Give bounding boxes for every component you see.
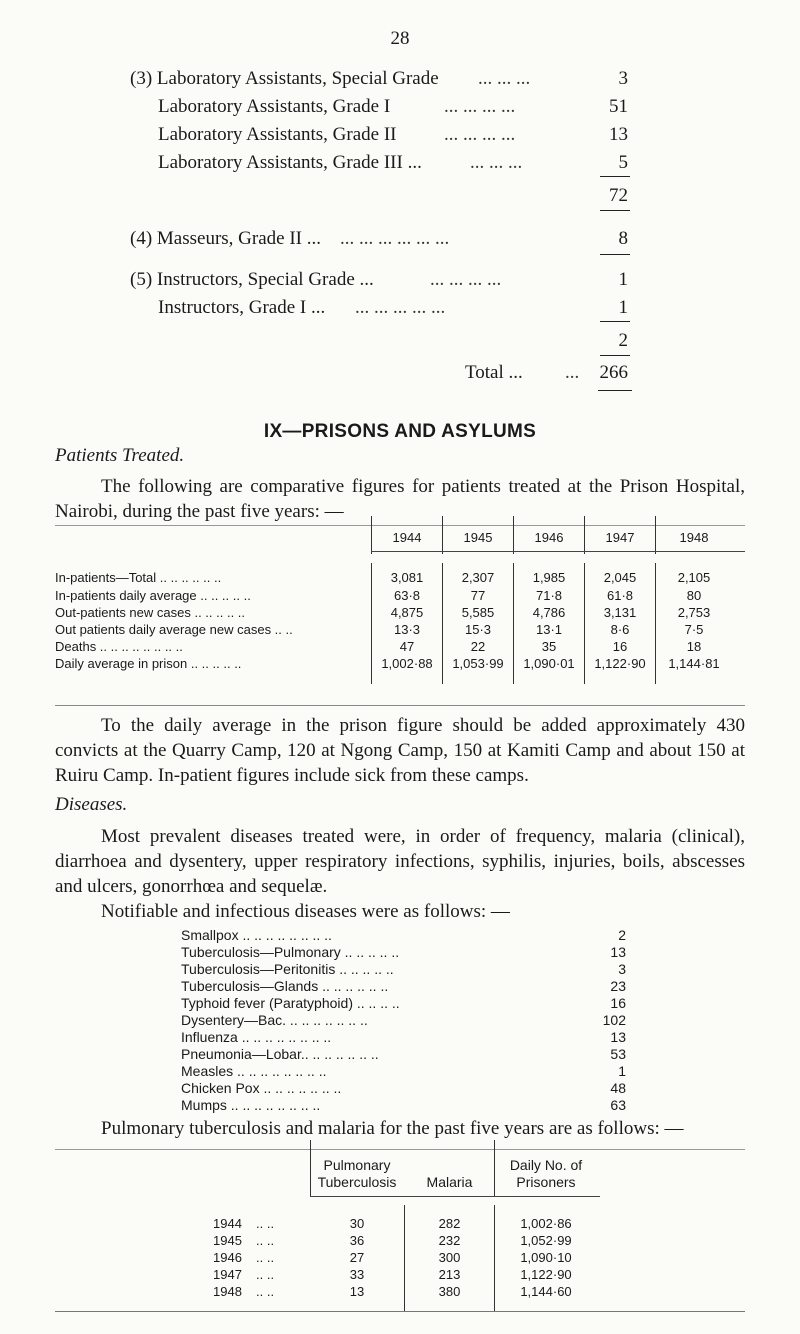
- staff-value: 1: [618, 269, 628, 290]
- table2-year: 1946: [213, 1250, 242, 1265]
- table-top-rule: [55, 525, 745, 526]
- table-cell: 15·3: [464, 622, 492, 637]
- disease-label: Smallpox .. .. .. .. .. .. .. ..: [181, 927, 332, 943]
- staff-label: Laboratory Assistants, Grade I: [158, 96, 391, 117]
- table2-cell: 33: [349, 1267, 365, 1282]
- table2-cell: 282: [438, 1216, 461, 1231]
- subtotal-rule: [600, 321, 630, 322]
- staff-label: (4) Masseurs, Grade II ...: [130, 228, 321, 249]
- table2-cell: 232: [438, 1233, 461, 1248]
- table-cell: 3,081: [390, 570, 424, 585]
- total-value: 266: [599, 362, 628, 383]
- table-cell: 13·3: [393, 622, 421, 637]
- disease-label: Mumps .. .. .. .. .. .. .. ..: [181, 1097, 321, 1113]
- disease-label: Measles .. .. .. .. .. .. .. ..: [181, 1063, 327, 1079]
- table-bottom-rule: [55, 705, 745, 706]
- group3-total: 72: [609, 185, 628, 206]
- disease-count: 3: [618, 961, 626, 977]
- pt-malaria-intro: Pulmonary tuberculosis and malaria for the past five years are as follows: —: [101, 1118, 684, 1139]
- staff-label: Laboratory Assistants, Grade III ...: [158, 152, 422, 173]
- staff-label: (3) Laboratory Assistants, Special Grade: [130, 68, 439, 89]
- disease-label: Tuberculosis—Peritonitis .. .. .. .. ..: [181, 961, 394, 977]
- table2-cell: 380: [438, 1284, 461, 1299]
- table-cell: 80: [686, 588, 702, 603]
- table-row-label: In-patients daily average .. .. .. .. ..: [55, 588, 251, 603]
- table-cell: 8·6: [610, 622, 630, 637]
- table-top-rule: [55, 1149, 745, 1150]
- total-rule: [598, 390, 632, 391]
- year-header: 1948: [679, 530, 709, 545]
- table-cell: 1,144·81: [668, 656, 720, 671]
- table2-cell: 1,122·90: [520, 1267, 572, 1282]
- diseases-heading: Diseases.: [55, 794, 128, 815]
- disease-label: Dysentery—Bac. .. .. .. .. .. .. ..: [181, 1012, 368, 1028]
- table-cell: 2,045: [603, 570, 637, 585]
- col-header: Prisoners: [516, 1174, 576, 1190]
- table2-cell: 27: [349, 1250, 365, 1265]
- table2-cell: 30: [349, 1216, 365, 1231]
- table2-cell: 1,144·60: [520, 1284, 572, 1299]
- table-cell: 4,786: [532, 605, 566, 620]
- staff-leader: ... ... ... ... ... ...: [340, 228, 450, 249]
- subtotal-rule: [600, 210, 630, 211]
- table2-cell: 1,052·99: [520, 1233, 572, 1248]
- disease-label: Tuberculosis—Glands .. .. .. .. .. ..: [181, 978, 389, 994]
- disease-count: 63: [610, 1097, 626, 1113]
- table-cell: 13·1: [535, 622, 563, 637]
- disease-count: 53: [610, 1046, 626, 1062]
- staff-value: 13: [609, 124, 628, 145]
- subtotal-rule: [600, 355, 630, 356]
- year-header: 1946: [534, 530, 564, 545]
- total-leader: ...: [565, 362, 580, 383]
- table-cell: 3,131: [603, 605, 637, 620]
- intro-paragraph: The following are comparative figures for patients treated at the Prison Hospital, Nairobi, during the past five years: —: [55, 476, 745, 522]
- convicts-paragraph: To the daily average in the prison figure should be added approximately 430 convicts at the Quarry Camp, 120 at Ngong Camp, 150 at Kamiti Camp and about 150 at Ruiru Camp. In-patient figures include sick from these camps.: [55, 715, 745, 786]
- table2-cell: 300: [438, 1250, 461, 1265]
- group5-total: 2: [618, 330, 628, 351]
- table2-cell: 1,090·10: [520, 1250, 572, 1265]
- staff-value: 51: [609, 96, 628, 117]
- subtotal-rule: [600, 176, 630, 177]
- disease-label: Influenza .. .. .. .. .. .. .. ..: [181, 1029, 332, 1045]
- table2-cell: 1,002·86: [520, 1216, 572, 1231]
- table2-dots: .. ..: [256, 1233, 275, 1248]
- table-cell: 1,985: [532, 570, 566, 585]
- col-header: Daily No. of: [509, 1157, 583, 1173]
- table2-year: 1944: [213, 1216, 242, 1231]
- table-header-rule: [371, 551, 745, 552]
- table-cell: 1,122·90: [594, 656, 646, 671]
- diseases-paragraph: Most prevalent diseases treated were, in order of frequency, malaria (clinical), diarrhoea and dysentery, upper respiratory infections, syphilis, injuries, boils, abscesses and ulcers, gonorrhœa and sequelæ.: [55, 826, 745, 897]
- disease-count: 48: [610, 1080, 626, 1096]
- staff-value: 1: [618, 297, 628, 318]
- disease-label: Chicken Pox .. .. .. .. .. .. ..: [181, 1080, 342, 1096]
- table-cell: 61·8: [606, 588, 634, 603]
- table2-year: 1945: [213, 1233, 242, 1248]
- table-row-label: Out patients daily average new cases .. ..: [55, 622, 293, 637]
- table-cell: 18: [686, 639, 702, 654]
- year-header: 1945: [463, 530, 493, 545]
- staff-value: 3: [618, 68, 628, 89]
- disease-label: Pneumonia—Lobar.. .. .. .. .. .. ..: [181, 1046, 379, 1062]
- table2-year: 1948: [213, 1284, 242, 1299]
- patients-treated-heading: Patients Treated.: [55, 445, 185, 466]
- staff-leader: ... ... ...: [470, 152, 523, 173]
- table-cell: 16: [612, 639, 628, 654]
- staff-leader: ... ... ...: [478, 68, 531, 89]
- staff-leader: ... ... ... ... ...: [355, 297, 446, 318]
- table2-cell: 13: [349, 1284, 365, 1299]
- table2-cell: 36: [349, 1233, 365, 1248]
- table2-dots: .. ..: [256, 1284, 275, 1299]
- section-heading: IX—PRISONS AND ASYLUMS: [263, 421, 537, 442]
- total-label: Total ...: [465, 362, 523, 383]
- staff-leader: ... ... ... ...: [444, 124, 516, 145]
- table-cell: 1,090·01: [523, 656, 575, 671]
- table-header-rule: [310, 1196, 600, 1197]
- staff-value: 8: [618, 228, 628, 249]
- page-number: 28: [390, 28, 410, 49]
- table-cell: 2,307: [461, 570, 495, 585]
- table-bottom-rule: [55, 1311, 745, 1312]
- table-cell: 22: [470, 639, 486, 654]
- table-cell: 35: [541, 639, 557, 654]
- table-cell: 2,753: [677, 605, 711, 620]
- disease-count: 102: [602, 1012, 626, 1028]
- staff-label: (5) Instructors, Special Grade ...: [130, 269, 374, 290]
- disease-count: 23: [610, 978, 626, 994]
- table2-cell: 213: [438, 1267, 461, 1282]
- disease-count: 2: [618, 927, 626, 943]
- table-cell: 47: [399, 639, 415, 654]
- table2-year: 1947: [213, 1267, 242, 1282]
- year-header: 1944: [392, 530, 422, 545]
- disease-count: 16: [610, 995, 626, 1011]
- col-header: Malaria: [426, 1174, 473, 1190]
- subtotal-rule: [600, 254, 630, 255]
- table-cell: 7·5: [684, 622, 704, 637]
- disease-count: 1: [618, 1063, 626, 1079]
- table2-dots: .. ..: [256, 1216, 275, 1231]
- table2-dots: .. ..: [256, 1250, 275, 1265]
- table-cell: 1,053·99: [452, 656, 504, 671]
- staff-label: Instructors, Grade I ...: [158, 297, 326, 318]
- table-row-label: In-patients—Total .. .. .. .. .. ..: [55, 570, 222, 585]
- table-row-label: Daily average in prison .. .. .. .. ..: [55, 656, 242, 671]
- disease-count: 13: [610, 944, 626, 960]
- table-row-label: Out-patients new cases .. .. .. .. ..: [55, 605, 246, 620]
- year-header: 1947: [605, 530, 635, 545]
- staff-leader: ... ... ... ...: [444, 96, 516, 117]
- table2-dots: .. ..: [256, 1267, 275, 1282]
- table-cell: 71·8: [535, 588, 563, 603]
- col-header: Tuberculosis: [317, 1174, 397, 1190]
- disease-count: 13: [610, 1029, 626, 1045]
- table-cell: 1,002·88: [381, 656, 433, 671]
- table-row-label: Deaths .. .. .. .. .. .. .. ..: [55, 639, 183, 654]
- col-header: Pulmonary: [323, 1157, 391, 1173]
- staff-value: 5: [618, 152, 628, 173]
- table-cell: 4,875: [390, 605, 424, 620]
- table-cell: 5,585: [461, 605, 495, 620]
- staff-leader: ... ... ... ...: [430, 269, 502, 290]
- disease-label: Tuberculosis—Pulmonary .. .. .. .. ..: [181, 944, 400, 960]
- notifiable-intro: Notifiable and infectious diseases were as follows: —: [101, 901, 510, 922]
- staff-label: Laboratory Assistants, Grade II: [158, 124, 397, 145]
- table-cell: 77: [470, 588, 486, 603]
- table-cell: 63·8: [393, 588, 421, 603]
- table-cell: 2,105: [677, 570, 711, 585]
- disease-label: Typhoid fever (Paratyphoid) .. .. .. ..: [181, 995, 400, 1011]
